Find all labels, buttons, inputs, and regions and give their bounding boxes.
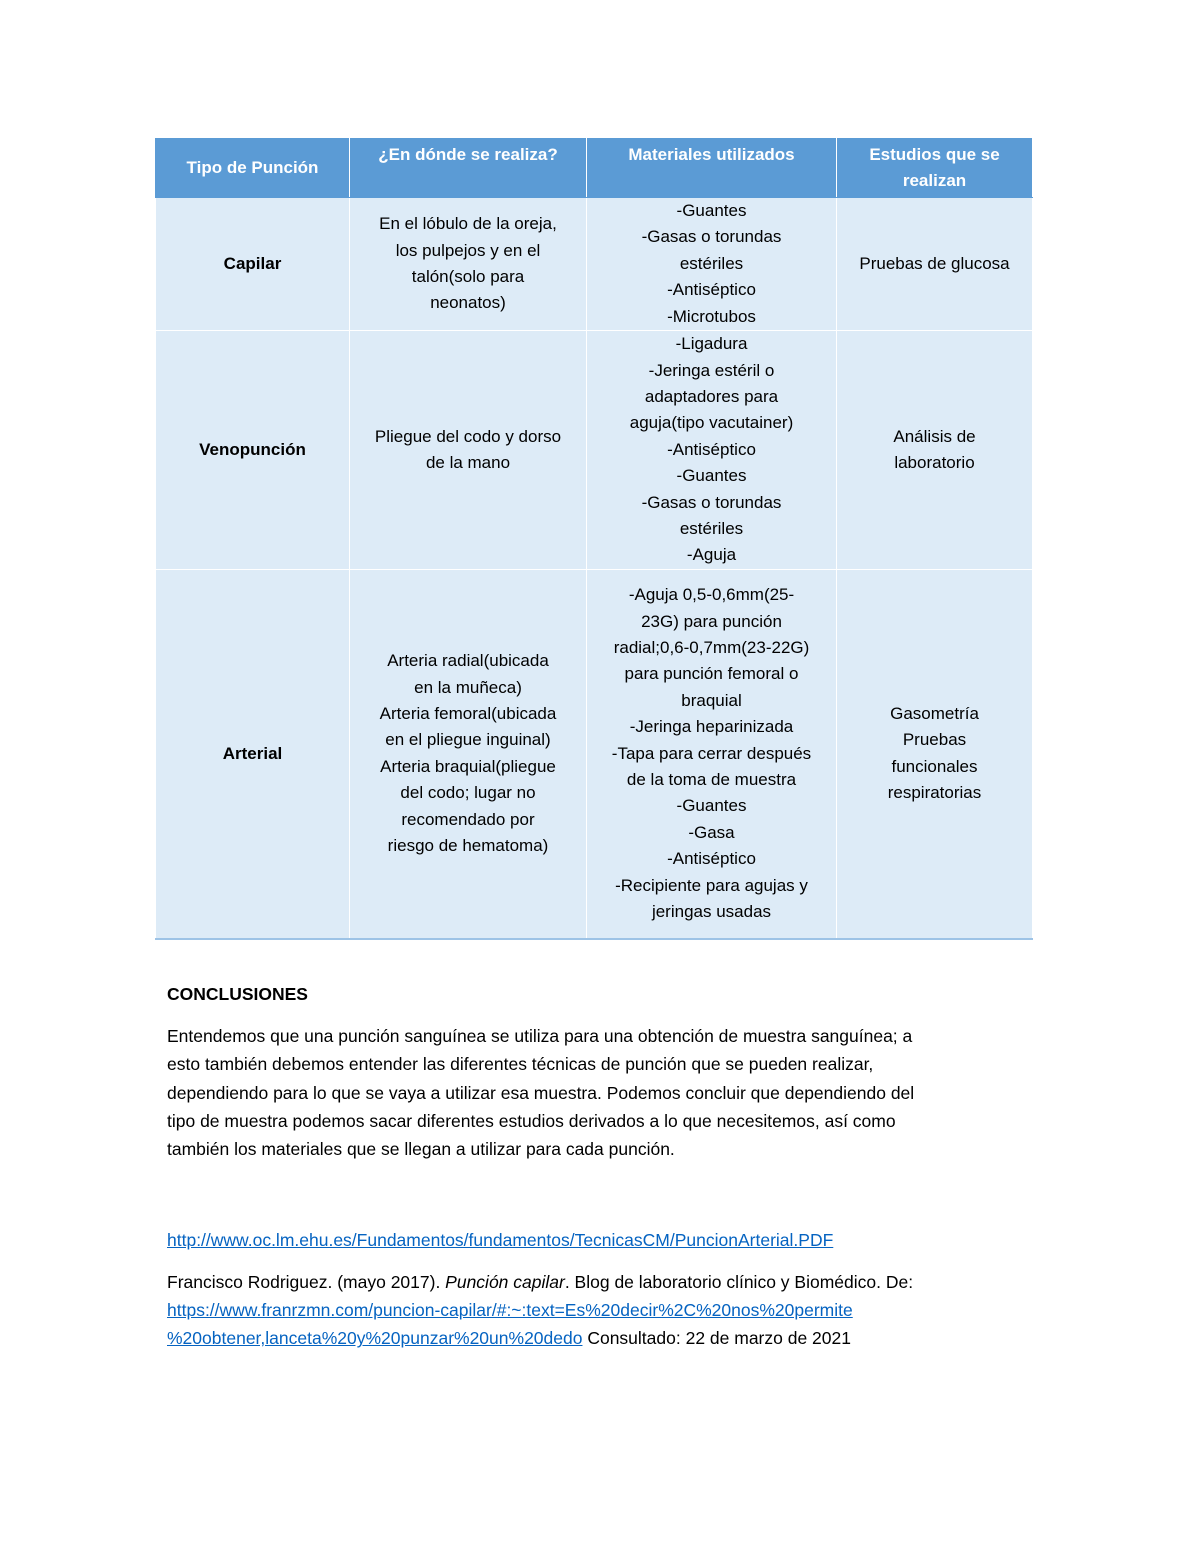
cell-tipo: Venopunción <box>156 331 350 570</box>
reference-source: . Blog de laboratorio clínico y Biomédico. De: <box>564 1272 914 1293</box>
cell-line: -Guantes <box>676 796 747 816</box>
cell-materiales <box>587 331 837 570</box>
cell-line: -Ligadura <box>675 334 748 354</box>
cell-line: talón(solo para <box>411 267 525 287</box>
table-row <box>156 198 1033 331</box>
cell-line: radial;0,6-0,7mm(23-22G) <box>613 637 810 657</box>
cell-donde <box>350 198 587 331</box>
conclusiones-paragraph <box>167 1022 1027 1163</box>
header-estudios: Estudios que se realizan <box>837 139 1033 198</box>
cell-estudios <box>837 570 1033 939</box>
cell-line: 23G) para punción <box>641 611 782 631</box>
paragraph-line: Entendemos que una punción sanguínea se utiliza para una obtención de muestra sanguínea; a <box>167 1026 913 1046</box>
cell-line: -Guantes <box>676 201 747 220</box>
cell-materiales <box>587 570 837 939</box>
document-body <box>167 980 1027 1370</box>
cell-line: Pliegue del codo y dorso <box>374 426 562 446</box>
cell-line: del codo; lugar no <box>400 783 536 803</box>
reference-link-puncion-arterial[interactable]: http://www.oc.lm.ehu.es/Fundamentos/fundamentos/TecnicasCM/PuncionArterial.PDF <box>167 1230 834 1251</box>
cell-line: laboratorio <box>894 453 975 473</box>
cell-line: -Antiséptico <box>667 439 756 459</box>
reference-authors: Francisco Rodriguez. (mayo 2017). <box>167 1272 446 1293</box>
cell-line: de la toma de muestra <box>626 769 797 789</box>
table-row <box>156 570 1033 939</box>
cell-line: aguja(tipo vacutainer) <box>629 413 794 433</box>
table-header-row <box>156 139 1033 198</box>
cell-materiales <box>587 198 837 331</box>
cell-line: estériles <box>679 253 744 273</box>
cell-line: -Jeringa heparinizada <box>629 717 794 737</box>
cell-line: Pruebas de glucosa <box>859 253 1010 273</box>
cell-tipo: Capilar <box>156 198 350 331</box>
cell-line: para punción femoral o <box>624 664 799 684</box>
cell-line: adaptadores para <box>644 387 779 407</box>
paragraph-line: tipo de muestra podemos sacar diferentes estudios derivados a lo que necesitemos, así como <box>167 1110 896 1131</box>
reference-puncion-capilar <box>167 1268 1027 1352</box>
cell-line: en el pliegue inguinal) <box>385 730 551 750</box>
conclusiones-heading: CONCLUSIONES <box>167 984 308 1004</box>
cell-line: -Jeringa estéril o <box>648 360 775 380</box>
cell-tipo: Arterial <box>156 570 350 939</box>
cell-line: -Aguja 0,5-0,6mm(25- <box>628 585 795 605</box>
paragraph-line: esto también debemos entender las diferentes técnicas de punción que se pueden realizar, <box>167 1054 874 1075</box>
cell-line: Pruebas <box>902 730 967 750</box>
puncion-table <box>155 138 1033 940</box>
cell-line: -Gasas o torundas <box>641 227 782 247</box>
cell-line: funcionales <box>891 756 978 776</box>
cell-line: recomendado por <box>401 809 535 829</box>
header-donde: ¿En dónde se realiza? <box>350 139 587 198</box>
header-tipo: Tipo de Punción <box>156 139 350 198</box>
cell-line: jeringas usadas <box>651 902 772 922</box>
cell-line: -Tapa para cerrar después <box>611 743 812 763</box>
cell-donde <box>350 331 587 570</box>
cell-line: -Antiséptico <box>667 280 756 300</box>
cell-line: -Microtubos <box>667 306 756 326</box>
header-materiales: Materiales utilizados <box>587 139 837 198</box>
table-row <box>156 331 1033 570</box>
paragraph-line: también los materiales que se llegan a utilizar para cada punción. <box>167 1139 675 1160</box>
cell-line: -Gasa <box>688 822 735 842</box>
cell-line: respiratorias <box>887 783 982 803</box>
cell-donde <box>350 570 587 939</box>
cell-line: neonatos) <box>430 293 506 313</box>
cell-line: -Gasas o torundas <box>641 492 782 512</box>
cell-line: estériles <box>679 519 744 539</box>
reference-title: Punción capilar <box>445 1272 565 1293</box>
cell-line: riesgo de hematoma) <box>387 836 549 855</box>
reference-link-line-2: %20obtener,lanceta%20y%20punzar%20un%20dedo <box>167 1328 583 1349</box>
cell-line: los pulpejos y en el <box>395 240 541 260</box>
cell-line: Análisis de <box>893 426 976 446</box>
cell-line: -Aguja <box>686 545 737 565</box>
cell-line: de la mano <box>425 453 511 473</box>
cell-line: En el lóbulo de la oreja, <box>379 214 557 234</box>
cell-line: Arteria braquial(pliegue <box>380 756 556 776</box>
cell-estudios <box>837 198 1033 331</box>
cell-estudios <box>837 331 1033 570</box>
cell-line: braquial <box>681 690 742 710</box>
cell-line: -Antiséptico <box>667 849 756 869</box>
cell-line: Arteria femoral(ubicada <box>379 703 557 723</box>
paragraph-line: dependiendo para lo que se vaya a utilizar esa muestra. Podemos concluir que dependiendo del <box>167 1082 915 1103</box>
cell-line: -Recipiente para agujas y <box>615 875 808 895</box>
reference-consulted: Consultado: 22 de marzo de 2021 <box>582 1328 851 1349</box>
cell-line: Arteria radial(ubicada <box>387 651 549 671</box>
reference-link-line-1: https://www.franrzmn.com/puncion-capilar/#:~:text=Es%20decir%2C%20nos%20permite <box>167 1300 853 1321</box>
cell-line: en la muñeca) <box>414 677 522 697</box>
cell-line: Gasometría <box>890 703 979 723</box>
cell-line: -Guantes <box>676 466 747 486</box>
